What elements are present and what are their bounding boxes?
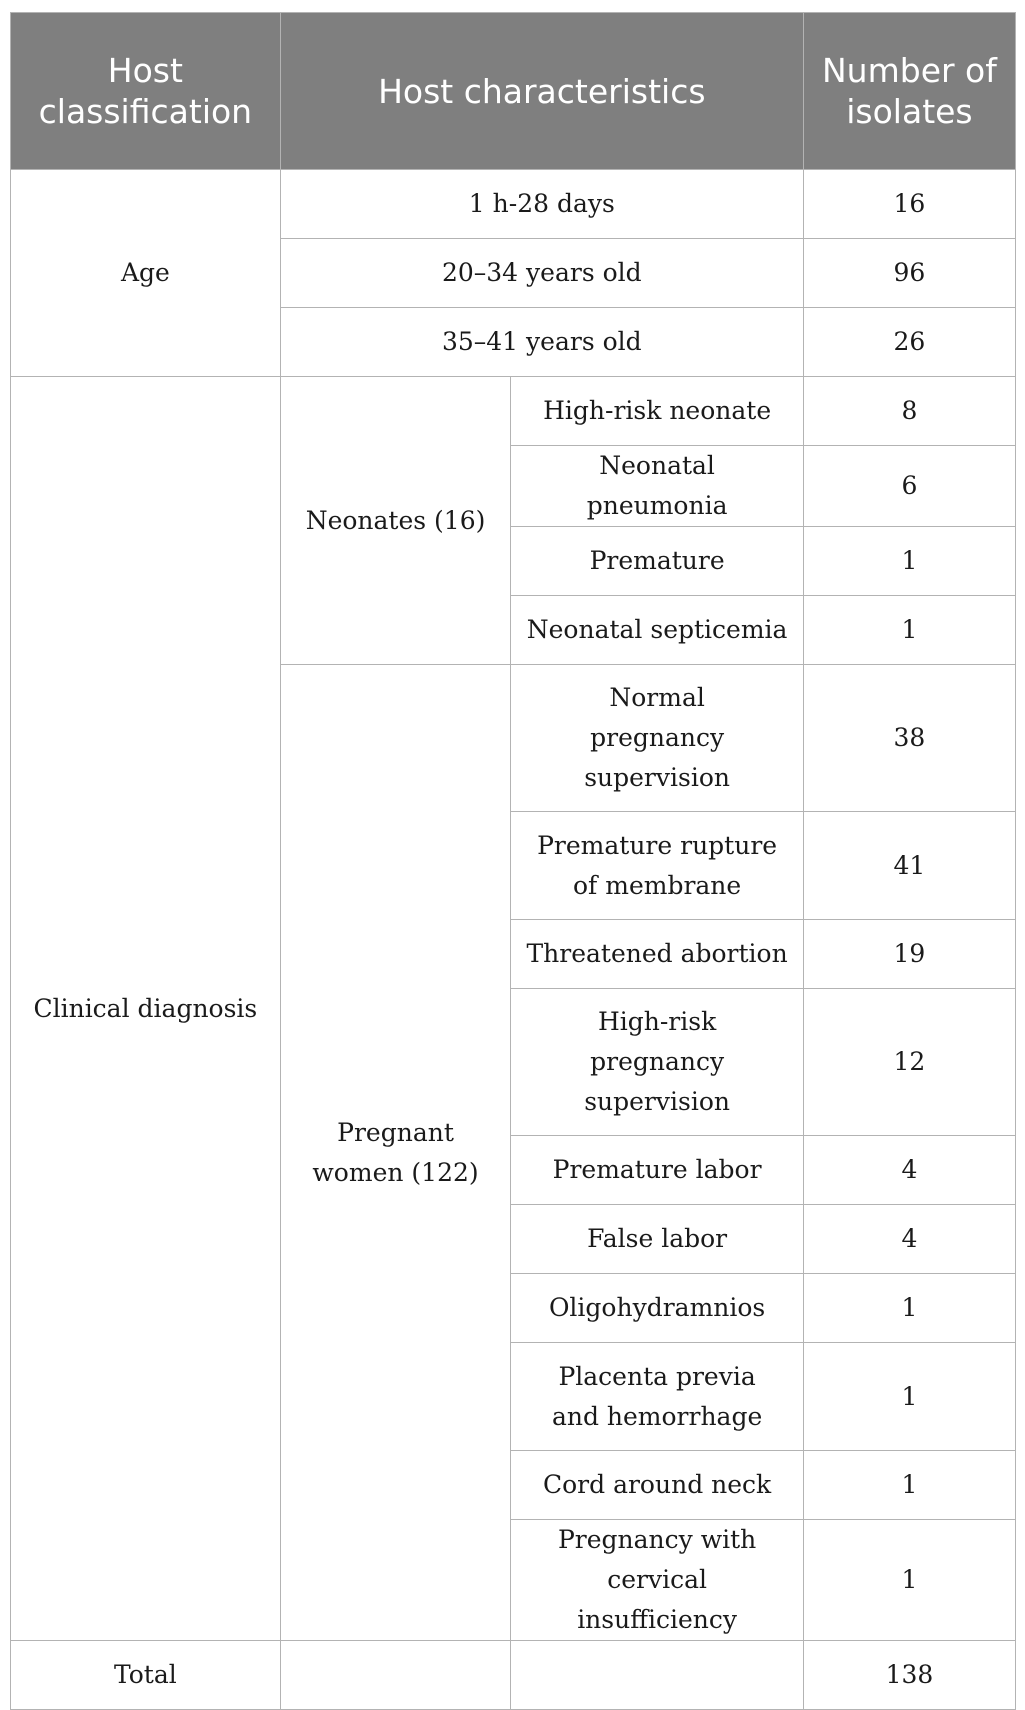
count-cell: 12 [803,989,1015,1136]
count-cell: 8 [803,377,1015,446]
table-row [11,170,1016,239]
total-count: 138 [803,1641,1015,1710]
host-isolates-table [10,12,1016,1710]
count-cell: 1 [803,1451,1015,1520]
diagnosis-cell: High-risk pregnancy supervision [511,989,804,1136]
diagnosis-cell: Oligohydramnios [511,1274,804,1343]
diagnosis-cell: Normal pregnancy supervision [511,665,804,812]
diagnosis-cell: Neonatal septicemia [511,596,804,665]
total-row [11,1641,1016,1710]
clinical-diagnosis-label: Clinical diagnosis [11,377,281,1641]
table-header [11,13,1016,170]
diagnosis-cell: Premature [511,527,804,596]
diagnosis-cell: Premature rupture of membrane [511,812,804,920]
age-characteristic: 20–34 years old [280,239,803,308]
count-cell: 1 [803,1520,1015,1641]
age-count: 16 [803,170,1015,239]
neonates-label: Neonates (16) [280,377,511,665]
count-cell: 1 [803,527,1015,596]
empty-cell [280,1641,511,1710]
diagnosis-cell: Premature labor [511,1136,804,1205]
header-host-classification: Host classification [11,13,281,170]
count-cell: 41 [803,812,1015,920]
diagnosis-cell: High-risk neonate [511,377,804,446]
age-count: 96 [803,239,1015,308]
count-cell: 1 [803,596,1015,665]
header-number-of-isolates: Number of isolates [803,13,1015,170]
count-cell: 4 [803,1136,1015,1205]
pregnant-women-label: Pregnant women (122) [280,665,511,1641]
age-count: 26 [803,308,1015,377]
count-cell: 4 [803,1205,1015,1274]
count-cell: 1 [803,1343,1015,1451]
age-characteristic: 35–41 years old [280,308,803,377]
diagnosis-cell: Placenta previa and hemorrhage [511,1343,804,1451]
table-row [11,377,1016,446]
age-label: Age [11,170,281,377]
header-host-characteristics: Host characteristics [280,13,803,170]
count-cell: 6 [803,446,1015,527]
age-characteristic: 1 h-28 days [280,170,803,239]
empty-cell [511,1641,804,1710]
count-cell: 38 [803,665,1015,812]
total-label: Total [11,1641,281,1710]
diagnosis-cell: Neonatal pneumonia [511,446,804,527]
diagnosis-cell: False labor [511,1205,804,1274]
diagnosis-cell: Threatened abortion [511,920,804,989]
count-cell: 19 [803,920,1015,989]
count-cell: 1 [803,1274,1015,1343]
diagnosis-cell: Cord around neck [511,1451,804,1520]
diagnosis-cell: Pregnancy with cervical insufficiency [511,1520,804,1641]
